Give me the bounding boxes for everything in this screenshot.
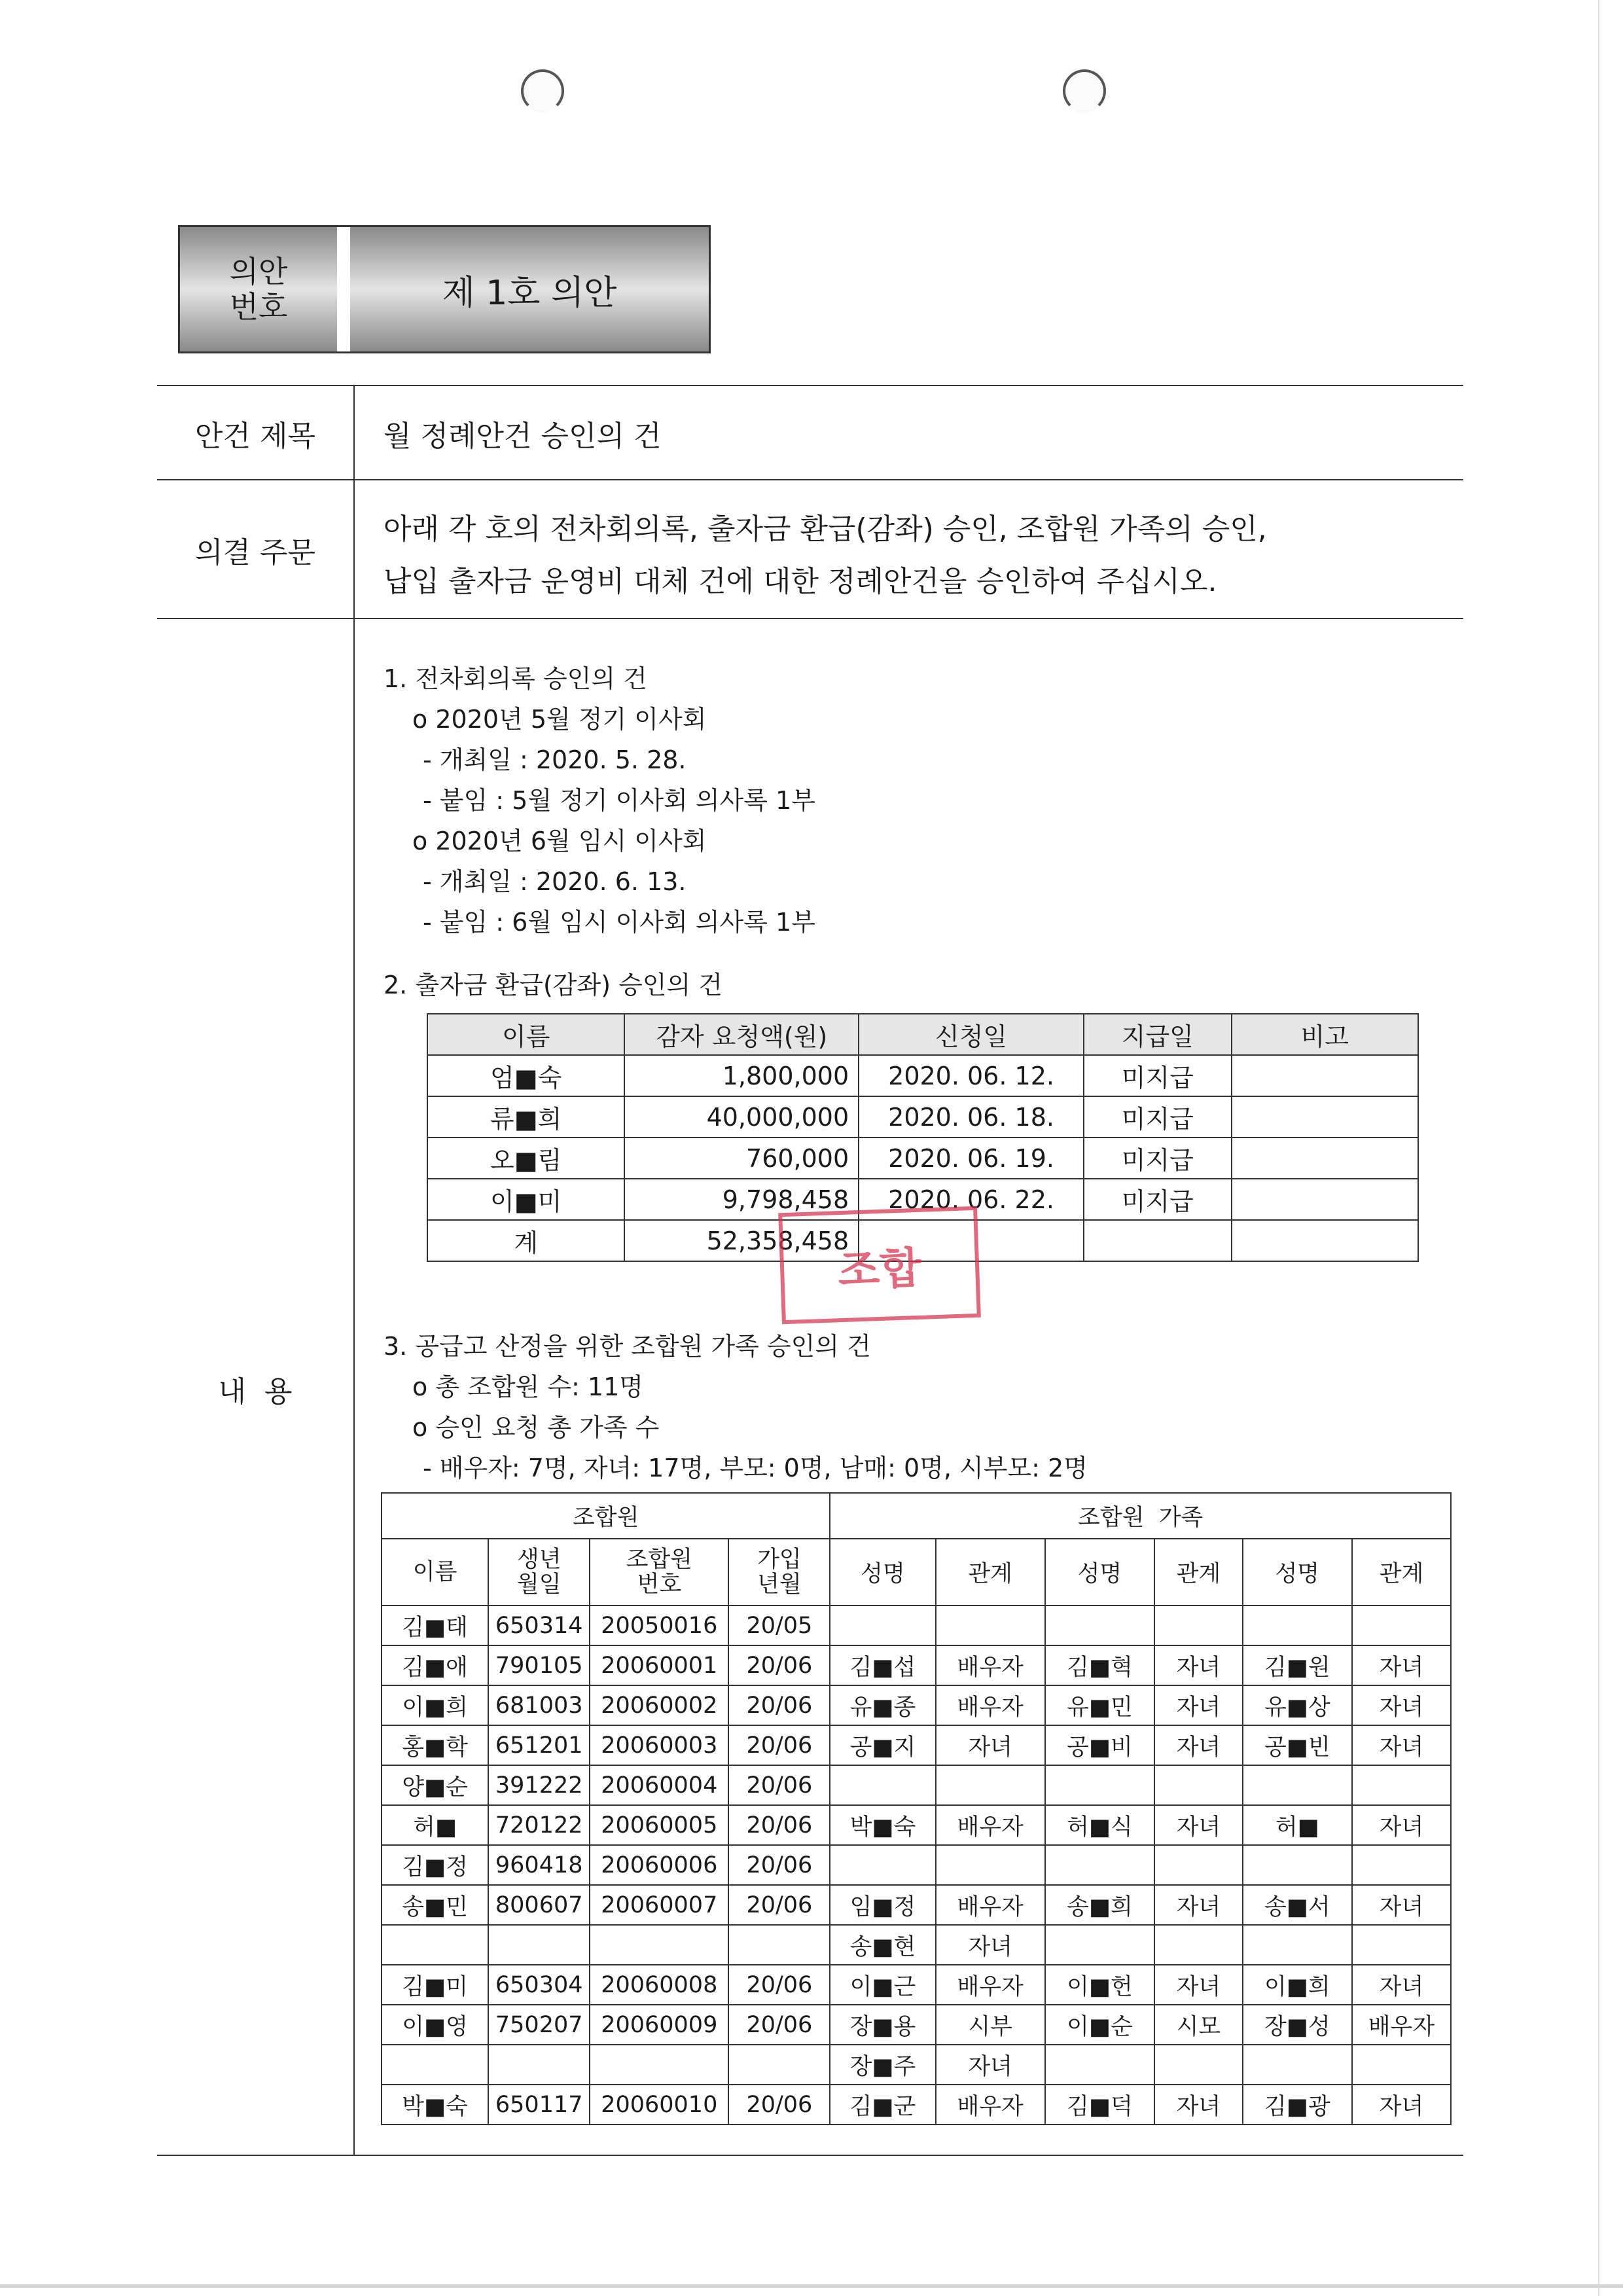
punch-hole-right: [1063, 69, 1106, 113]
family-relation: [1154, 1925, 1243, 1965]
member-row: [382, 2005, 1451, 2045]
member-name: 김■미: [382, 1965, 488, 2005]
family-name: [1243, 1925, 1352, 1965]
family-name: 이■헌: [1045, 1965, 1154, 2005]
family-relation: 자녀: [1352, 1805, 1451, 1845]
family-name: 김■원: [1243, 1645, 1352, 1685]
family-relation: 자녀: [936, 2045, 1045, 2085]
family-relation: 자녀: [936, 1925, 1045, 1965]
member-birth: 960418: [488, 1845, 590, 1885]
member-number: 20060007: [590, 1885, 728, 1925]
member-number: 20060003: [590, 1725, 728, 1765]
member-number: 20060004: [590, 1765, 728, 1805]
family-name: 이■근: [830, 1965, 935, 2005]
family-name: [1243, 1845, 1352, 1885]
content-label: 내 용: [218, 1375, 293, 1408]
member-name: 김■태: [382, 1605, 488, 1645]
member-join: 20/06: [728, 1885, 830, 1925]
family-name: [830, 1605, 935, 1645]
member-join: [728, 2045, 830, 2085]
family-name: 유■종: [830, 1685, 935, 1725]
agenda-number-label: 의안 번호: [229, 254, 288, 325]
family-relation: [1352, 1845, 1451, 1885]
family-relation: 자녀: [1154, 2085, 1243, 2125]
rule-label-column: [353, 385, 355, 2155]
family-name: [1243, 2045, 1352, 2085]
member-header-cell: 가입 년월: [728, 1539, 830, 1605]
member-name: 박■숙: [382, 2085, 488, 2125]
family-relation: [1154, 2045, 1243, 2085]
member-join: [728, 1925, 830, 1965]
header-divider: [337, 227, 350, 351]
family-relation: 자녀: [1352, 2085, 1451, 2125]
family-relation: 배우자: [936, 1965, 1045, 2005]
member-row: [382, 1765, 1451, 1805]
family-name: 유■상: [1243, 1685, 1352, 1725]
section2-title: 2. 출자금 환급(감좌) 승인의 건: [383, 971, 723, 999]
family-header-cell: 성명: [1243, 1539, 1352, 1605]
member-number: 20050016: [590, 1605, 728, 1645]
refund-empty-cell: [1232, 1220, 1418, 1261]
member-header-cell: 이름: [382, 1539, 488, 1605]
refund-amount: 40,000,000: [624, 1096, 859, 1138]
family-relation: [1352, 2045, 1451, 2085]
refund-pay-status: 미지급: [1084, 1055, 1232, 1096]
refund-note: [1232, 1055, 1418, 1096]
refund-amount: 1,800,000: [624, 1055, 859, 1096]
refund-pay-status: 미지급: [1084, 1138, 1232, 1179]
member-number: [590, 2045, 728, 2085]
member-group-header: 조합원: [382, 1493, 830, 1539]
member-join: 20/06: [728, 2005, 830, 2045]
refund-name: 이■미: [427, 1179, 624, 1220]
member-number: 20060005: [590, 1805, 728, 1845]
refund-total-label: 계: [427, 1220, 624, 1261]
family-name: 장■성: [1243, 2005, 1352, 2045]
member-name: 홍■학: [382, 1725, 488, 1765]
family-relation: [1154, 1845, 1243, 1885]
family-relation: 배우자: [936, 2085, 1045, 2125]
family-name: [1243, 1765, 1352, 1805]
member-number: 20060006: [590, 1845, 728, 1885]
family-name: [830, 1765, 935, 1805]
refund-empty-cell: [1084, 1220, 1232, 1261]
family-relation: [936, 1765, 1045, 1805]
family-name: 김■덕: [1045, 2085, 1154, 2125]
section1-title: 1. 전차회의록 승인의 건: [383, 664, 647, 693]
family-name: [1045, 1925, 1154, 1965]
section3-line: o 승인 요청 총 가족 수: [412, 1413, 660, 1442]
refund-row: [427, 1055, 1418, 1096]
family-relation: 자녀: [1352, 1965, 1451, 2005]
refund-amount: 760,000: [624, 1138, 859, 1179]
family-relation: 시부: [936, 2005, 1045, 2045]
member-birth: 650117: [488, 2085, 590, 2125]
family-header-cell: 관계: [1352, 1539, 1451, 1605]
member-number: 20060008: [590, 1965, 728, 2005]
family-relation: 배우자: [936, 1645, 1045, 1685]
refund-note: [1232, 1138, 1418, 1179]
member-row: [382, 1845, 1451, 1885]
member-name: 김■정: [382, 1845, 488, 1885]
member-join: 20/06: [728, 2085, 830, 2125]
family-name: 이■희: [1243, 1965, 1352, 2005]
section1-line: - 개최일 : 2020. 6. 13.: [423, 867, 687, 896]
refund-header-cell: 지급일: [1084, 1014, 1232, 1055]
section1-line: o 2020년 6월 임시 이사회: [412, 827, 707, 855]
family-name: 허■: [1243, 1805, 1352, 1845]
member-birth: 720122: [488, 1805, 590, 1845]
member-number: [590, 1925, 728, 1965]
member-birth: 750207: [488, 2005, 590, 2045]
family-relation: 배우자: [1352, 2005, 1451, 2045]
member-name: 허■: [382, 1805, 488, 1845]
resolution-line-1: 아래 각 호의 전차회의록, 출자금 환급(감좌) 승인, 조합원 가족의 승인,: [383, 512, 1267, 546]
section3-title: 3. 공급고 산정을 위한 조합원 가족 승인의 건: [383, 1332, 871, 1361]
member-number: 20060009: [590, 2005, 728, 2045]
family-relation: [1154, 1605, 1243, 1645]
family-name: 송■현: [830, 1925, 935, 1965]
family-relation: 배우자: [936, 1885, 1045, 1925]
member-birth: 391222: [488, 1765, 590, 1805]
family-header-cell: 관계: [1154, 1539, 1243, 1605]
family-relation: [1352, 1765, 1451, 1805]
member-join: 20/05: [728, 1605, 830, 1645]
scan-mark: [0, 2284, 1623, 2288]
refund-apply-date: 2020. 06. 12.: [859, 1055, 1084, 1096]
section3-line: o 총 조합원 수: 11명: [412, 1372, 643, 1401]
family-name: 이■순: [1045, 2005, 1154, 2045]
family-relation: [1352, 1925, 1451, 1965]
family-name: 장■용: [830, 2005, 935, 2045]
refund-name: 엄■숙: [427, 1055, 624, 1096]
member-name: [382, 1925, 488, 1965]
member-name: 이■영: [382, 2005, 488, 2045]
family-group-header: 조합원 가족: [830, 1493, 1451, 1539]
member-join: 20/06: [728, 1965, 830, 2005]
member-row: [382, 2045, 1451, 2085]
family-relation: [936, 1605, 1045, 1645]
family-header-cell: 관계: [936, 1539, 1045, 1605]
family-name: 장■주: [830, 2045, 935, 2085]
member-name: 이■희: [382, 1685, 488, 1725]
member-join: 20/06: [728, 1765, 830, 1805]
family-relation: 자녀: [1352, 1725, 1451, 1765]
member-row: [382, 2085, 1451, 2125]
subject-label: 안건 제목: [194, 420, 315, 453]
family-relation: 자녀: [1352, 1645, 1451, 1685]
member-row: [382, 1645, 1451, 1685]
section1-line: - 붙임 : 5월 정기 이사회 의사록 1부: [423, 786, 815, 815]
family-name: [1045, 1605, 1154, 1645]
member-birth: 681003: [488, 1685, 590, 1725]
family-name: 공■비: [1045, 1725, 1154, 1765]
family-name: 임■정: [830, 1885, 935, 1925]
member-name: 양■순: [382, 1765, 488, 1805]
family-relation: [1154, 1765, 1243, 1805]
official-seal-stamp: 조합: [778, 1206, 981, 1325]
section1-line: - 개최일 : 2020. 5. 28.: [423, 745, 687, 774]
member-birth: [488, 2045, 590, 2085]
member-row: [382, 1605, 1451, 1645]
family-relation: 자녀: [1154, 1725, 1243, 1765]
section3-line: - 배우자: 7명, 자녀: 17명, 부모: 0명, 남매: 0명, 시부모: 2명: [423, 1454, 1088, 1482]
refund-name: 오■림: [427, 1138, 624, 1179]
agenda-number-title: 제 1호 의안: [442, 273, 617, 313]
family-relation: [936, 1845, 1045, 1885]
refund-header-cell: 이름: [427, 1014, 624, 1055]
refund-amount: 9,798,458: [624, 1179, 859, 1220]
family-relation: 배우자: [936, 1685, 1045, 1725]
family-relation: 자녀: [1154, 1965, 1243, 2005]
refund-apply-date: 2020. 06. 18.: [859, 1096, 1084, 1138]
subject-text: 월 정례안건 승인의 건: [383, 420, 662, 453]
family-name: 송■희: [1045, 1885, 1154, 1925]
family-name: 공■빈: [1243, 1725, 1352, 1765]
refund-apply-date: 2020. 06. 22.: [859, 1179, 1084, 1220]
family-relation: 자녀: [1352, 1885, 1451, 1925]
member-group-header-row: [382, 1493, 1451, 1539]
member-row: [382, 1925, 1451, 1965]
family-name: 김■섭: [830, 1645, 935, 1685]
member-row: [382, 1965, 1451, 2005]
resolution-label: 의결 주문: [194, 536, 315, 569]
family-relation: 배우자: [936, 1805, 1045, 1845]
member-row: [382, 1725, 1451, 1765]
member-number: 20060002: [590, 1685, 728, 1725]
member-name: 송■민: [382, 1885, 488, 1925]
family-name: 김■군: [830, 2085, 935, 2125]
member-name: [382, 2045, 488, 2085]
member-row: [382, 1685, 1451, 1725]
refund-header-cell: 비고: [1232, 1014, 1418, 1055]
member-join: 20/06: [728, 1685, 830, 1725]
family-name: [1045, 2045, 1154, 2085]
family-name: 허■식: [1045, 1805, 1154, 1845]
family-name: 송■서: [1243, 1885, 1352, 1925]
member-birth: 650304: [488, 1965, 590, 2005]
refund-header-cell: 신청일: [859, 1014, 1084, 1055]
member-name: 김■애: [382, 1645, 488, 1685]
member-birth: 800607: [488, 1885, 590, 1925]
member-number: 20060001: [590, 1645, 728, 1685]
member-birth: 790105: [488, 1645, 590, 1685]
family-relation: 자녀: [1154, 1685, 1243, 1725]
refund-pay-status: 미지급: [1084, 1179, 1232, 1220]
family-name: 유■민: [1045, 1685, 1154, 1725]
family-relation: 자녀: [936, 1725, 1045, 1765]
family-name: 김■혁: [1045, 1645, 1154, 1685]
punch-hole-left: [521, 69, 564, 113]
family-header-cell: 성명: [830, 1539, 935, 1605]
family-relation: 자녀: [1154, 1885, 1243, 1925]
member-birth: 651201: [488, 1725, 590, 1765]
family-name: 박■숙: [830, 1805, 935, 1845]
family-relation: 자녀: [1154, 1645, 1243, 1685]
section1-line: o 2020년 5월 정기 이사회: [412, 705, 707, 734]
member-join: 20/06: [728, 1725, 830, 1765]
refund-total-amount: 52,358,458: [624, 1220, 859, 1261]
refund-header-cell: 감자 요청액(원): [624, 1014, 859, 1055]
section1-line: - 붙임 : 6월 임시 이사회 의사록 1부: [423, 908, 815, 937]
member-row: [382, 1805, 1451, 1845]
refund-note: [1232, 1179, 1418, 1220]
resolution-line-2: 납입 출자금 운영비 대체 건에 대한 정례안건을 승인하여 주십시오.: [383, 565, 1217, 598]
family-relation: [1352, 1605, 1451, 1645]
family-relation: 자녀: [1154, 1805, 1243, 1845]
member-join: 20/06: [728, 1645, 830, 1685]
member-birth: 650314: [488, 1605, 590, 1645]
member-header-cell: 조합원 번호: [590, 1539, 728, 1605]
family-relation: 시모: [1154, 2005, 1243, 2045]
member-join: 20/06: [728, 1845, 830, 1885]
agenda-number-box: [178, 225, 711, 353]
member-header-cell: 생년 월일: [488, 1539, 590, 1605]
family-name: 김■광: [1243, 2085, 1352, 2125]
family-name: [1045, 1765, 1154, 1805]
family-name: [1243, 1605, 1352, 1645]
scan-mark: [1598, 0, 1599, 2296]
refund-name: 류■희: [427, 1096, 624, 1138]
member-column-header-row: [382, 1539, 1451, 1605]
family-name: 공■지: [830, 1725, 935, 1765]
refund-apply-date: 2020. 06. 19.: [859, 1138, 1084, 1179]
refund-row: [427, 1138, 1418, 1179]
family-header-cell: 성명: [1045, 1539, 1154, 1605]
rule-bottom: [157, 2155, 1463, 2156]
refund-row: [427, 1096, 1418, 1138]
member-family-table: [381, 1492, 1452, 2125]
member-join: 20/06: [728, 1805, 830, 1845]
family-relation: 자녀: [1352, 1685, 1451, 1725]
family-name: [1045, 1845, 1154, 1885]
refund-pay-status: 미지급: [1084, 1096, 1232, 1138]
member-number: 20060010: [590, 2085, 728, 2125]
refund-header-row: [427, 1014, 1418, 1055]
member-birth: [488, 1925, 590, 1965]
refund-note: [1232, 1096, 1418, 1138]
family-name: [830, 1845, 935, 1885]
member-row: [382, 1885, 1451, 1925]
